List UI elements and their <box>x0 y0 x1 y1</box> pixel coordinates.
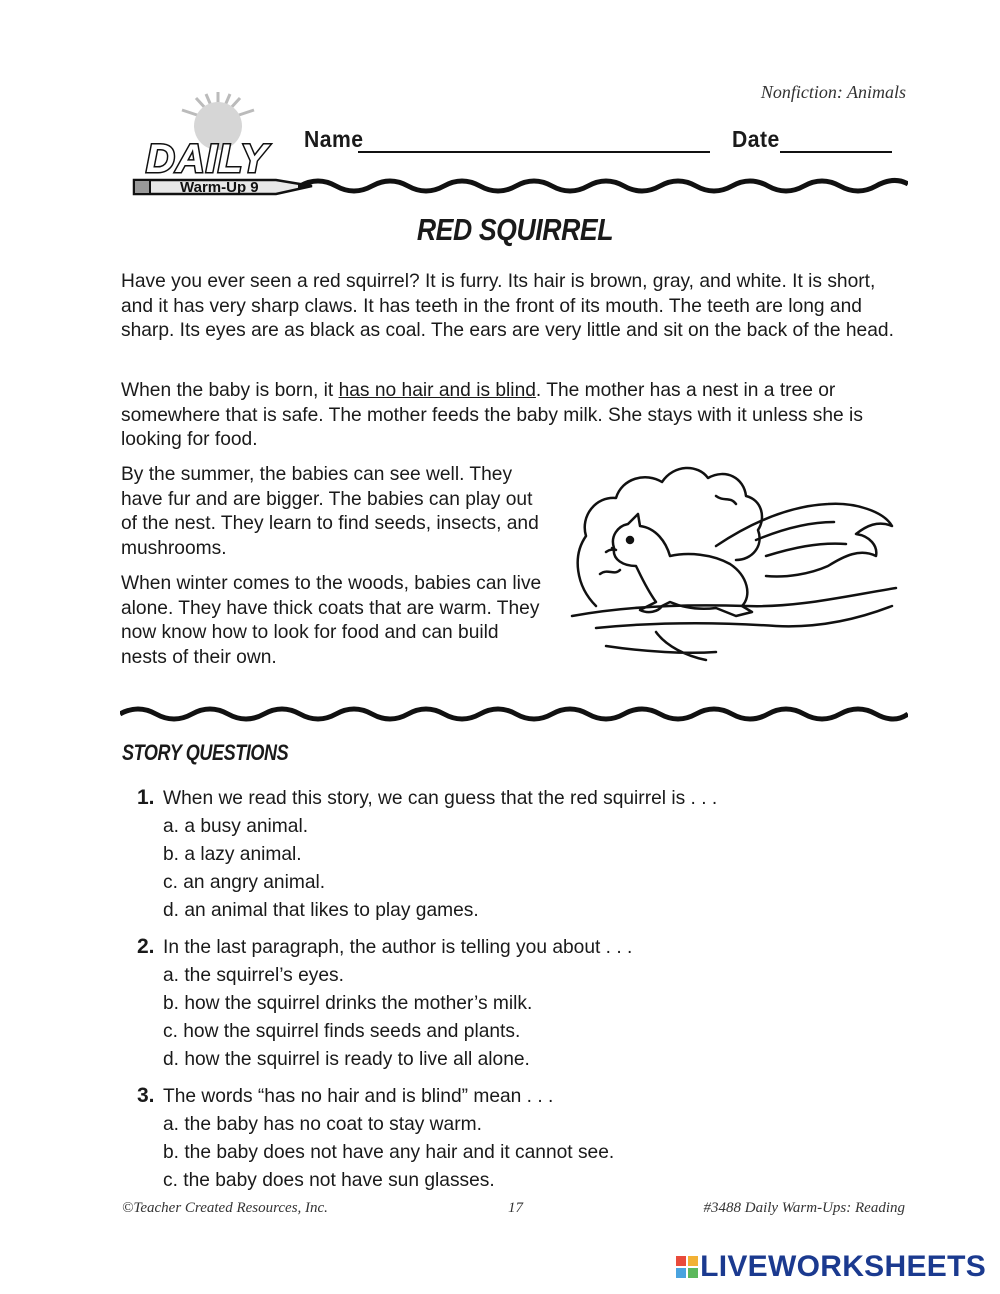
paragraph-2: When the baby is born, it has no hair and is blind. The mother has a nest in a tree or somewhere that is safe. The mother feeds the baby milk. She stays with it unless she is looking for food. <box>121 380 863 451</box>
answer-option[interactable]: c. the baby does not have sun glasses. <box>163 1170 495 1191</box>
header-wave-divider <box>120 172 908 194</box>
answer-option[interactable]: a. a busy animal. <box>163 816 309 837</box>
category-label: Nonfiction: Animals <box>760 82 906 102</box>
paragraph-1: Have you ever seen a red squirrel? It is furry. Its hair is brown, gray, and white. It is short, and it has very sharp claws. It has teeth in the front of its mouth. The teeth are long and sharp. Its eyes are as black as coal. The ears are very little and sit on the back of the head. <box>121 271 894 342</box>
answer-option[interactable]: a. the squirrel’s eyes. <box>163 965 344 986</box>
paragraph-4: When winter comes to the woods, babies can live alone. They have thick coats that are warm. They now know how to look for food and can build nests of their own. <box>121 573 542 668</box>
name-input-line[interactable] <box>358 151 710 153</box>
underlined-phrase: has no hair and is blind <box>338 380 536 401</box>
date-input-line[interactable] <box>780 151 892 153</box>
answer-option[interactable]: d. how the squirrel is ready to live all alone. <box>163 1049 530 1070</box>
questions-heading: STORY QUESTIONS <box>122 740 289 765</box>
date-label: Date <box>732 126 780 152</box>
footer-book-title: #3488 Daily Warm-Ups: Reading <box>703 1200 905 1216</box>
answer-option[interactable]: b. how the squirrel drinks the mother’s milk. <box>163 993 533 1014</box>
question-1: 1. When we read this story, we can guess that the red squirrel is . . . a. a busy animal. b. a lazy animal. c. an angry animal. d. an animal that likes to play games. <box>137 784 717 925</box>
question-3: 3. The words “has no hair and is blind” mean . . . a. the baby has no coat to stay warm. b. the baby does not have any hair and it cannot see. c. the baby does not have sun glasses. <box>137 1082 614 1195</box>
logo-subtitle: Warm-Up 9 <box>180 179 259 196</box>
question-2: 2. In the last paragraph, the author is telling you about . . . a. the squirrel’s eyes. b. how the squirrel drinks the mother’s milk. c. how the squirrel finds seeds and plants. d. how the squirrel is ready to live all alone. <box>137 933 632 1074</box>
squirrel-illustration <box>566 456 900 666</box>
paragraph-3: By the summer, the babies can see well. They have fur and are bigger. The babies can play out of the nest. They learn to find seeds, insects, and mushrooms. <box>121 464 539 559</box>
liveworksheets-logo-icon <box>676 1256 698 1278</box>
liveworksheets-watermark: LIVEWORKSHEETS <box>676 1250 986 1284</box>
answer-option[interactable]: d. an animal that likes to play games. <box>163 900 479 921</box>
section-wave-divider <box>120 702 908 724</box>
answer-option[interactable]: c. an angry animal. <box>163 872 326 893</box>
footer-page-number: 17 <box>508 1200 523 1216</box>
story-title: RED SQUIRREL <box>416 212 614 247</box>
footer-copyright: ©Teacher Created Resources, Inc. <box>122 1200 328 1216</box>
answer-option[interactable]: b. the baby does not have any hair and it cannot see. <box>163 1142 615 1163</box>
answer-option[interactable]: a. the baby has no coat to stay warm. <box>163 1114 482 1135</box>
name-label: Name <box>304 126 364 152</box>
answer-option[interactable]: c. how the squirrel finds seeds and plants. <box>163 1021 521 1042</box>
answer-option[interactable]: b. a lazy animal. <box>163 844 302 865</box>
logo-title: DAILY <box>146 137 269 181</box>
